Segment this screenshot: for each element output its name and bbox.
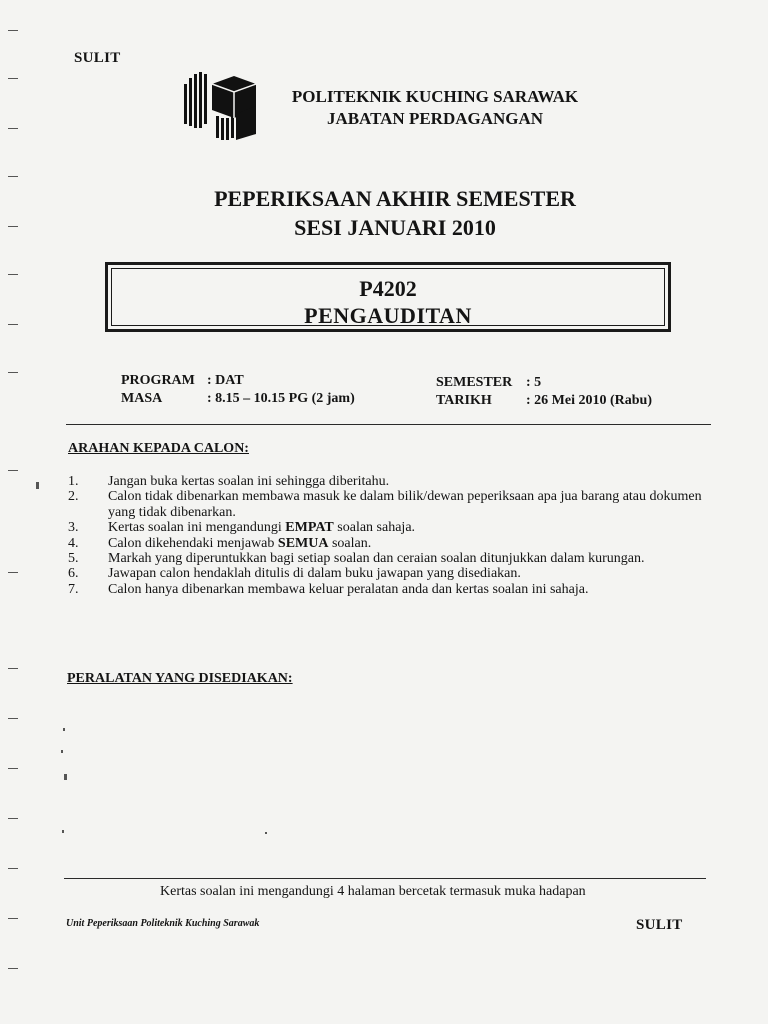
instruction-number: 2. bbox=[68, 489, 79, 505]
course-code: P4202 bbox=[359, 276, 417, 301]
semester-label: SEMESTER bbox=[436, 375, 513, 390]
program-value: : DAT bbox=[207, 373, 244, 388]
instruction-text bbox=[108, 536, 371, 551]
time-value: : 8.15 – 10.15 PG (2 jam) bbox=[207, 391, 355, 406]
exam-title-block bbox=[130, 184, 660, 242]
course-name: PENGAUDITAN bbox=[304, 303, 472, 328]
instruction-emphasis: EMPAT bbox=[285, 520, 334, 536]
institution-block bbox=[250, 86, 620, 130]
instruction-item bbox=[68, 520, 718, 535]
instruction-text: Jawapan calon hendaklah ditulis di dalam buku jawapan yang disediakan. bbox=[108, 566, 521, 582]
instruction-text-pre: Kertas soalan ini mengandungi bbox=[108, 520, 286, 536]
date-value: : 26 Mei 2010 (Rabu) bbox=[526, 393, 652, 408]
instruction-emphasis: SEMUA bbox=[277, 535, 329, 551]
instruction-text-pre: Calon dikehendaki menjawab bbox=[108, 535, 278, 551]
instruction-number: 5. bbox=[68, 551, 79, 567]
time-label: MASA bbox=[121, 391, 163, 406]
date-row bbox=[436, 392, 652, 410]
instructions-list bbox=[68, 474, 718, 597]
date-label: TARIKH bbox=[436, 393, 492, 408]
instruction-item bbox=[68, 551, 718, 566]
instruction-number: 1. bbox=[68, 474, 79, 489]
semester-row bbox=[436, 374, 541, 392]
equipment-heading: PERALATAN YANG DISEDIAKAN: bbox=[67, 671, 293, 686]
instruction-item bbox=[68, 489, 718, 520]
instruction-text-post: soalan. bbox=[328, 535, 372, 551]
instructions-heading: ARAHAN KEPADA CALON: bbox=[68, 441, 249, 456]
instruction-text: Markah yang diperuntukkan bagi setiap soalan dan ceraian soalan ditunjukkan dalam kurungan. bbox=[108, 551, 645, 567]
exam-title: PEPERIKSAAN AKHIR SEMESTER bbox=[214, 186, 576, 211]
semester-value: : 5 bbox=[526, 375, 542, 390]
program-label: PROGRAM bbox=[121, 373, 195, 388]
instruction-text bbox=[108, 520, 415, 535]
instruction-number: 3. bbox=[68, 520, 79, 536]
instruction-text-post: soalan sahaja. bbox=[333, 520, 416, 536]
instruction-text: Jangan buka kertas soalan ini sehingga diberitahu. bbox=[108, 474, 390, 489]
instruction-number: 6. bbox=[68, 566, 79, 582]
instruction-number: 4. bbox=[68, 535, 79, 551]
instruction-item bbox=[68, 536, 718, 551]
time-row bbox=[121, 390, 355, 408]
instruction-text: Calon hanya dibenarkan membawa keluar peralatan anda dan kertas soalan ini sahaja. bbox=[108, 581, 589, 597]
department-name: JABATAN PERDAGANGAN bbox=[326, 109, 544, 128]
info-divider bbox=[66, 424, 711, 425]
instruction-number: 7. bbox=[68, 581, 79, 597]
page-count-note: Kertas soalan ini mengandungi 4 halaman bercetak termasuk muka hadapan bbox=[160, 884, 586, 899]
classification-top: SULIT bbox=[74, 50, 121, 66]
instruction-item bbox=[68, 566, 718, 581]
program-row bbox=[121, 372, 244, 390]
classification-bottom: SULIT bbox=[636, 917, 683, 933]
instruction-text: Calon tidak dibenarkan membawa masuk ke dalam bilik/dewan peperiksaan apa jua barang atau dokumen yang tidak dibenarkan. bbox=[108, 489, 702, 520]
institution-name: POLITEKNIK KUCHING SARAWAK bbox=[291, 87, 579, 106]
instruction-item bbox=[68, 582, 718, 597]
footer-divider bbox=[64, 878, 706, 879]
exam-unit-name: Unit Peperiksaan Politeknik Kuching Sarawak bbox=[66, 918, 260, 929]
instruction-item bbox=[68, 474, 718, 489]
exam-session: SESI JANUARI 2010 bbox=[294, 215, 496, 240]
